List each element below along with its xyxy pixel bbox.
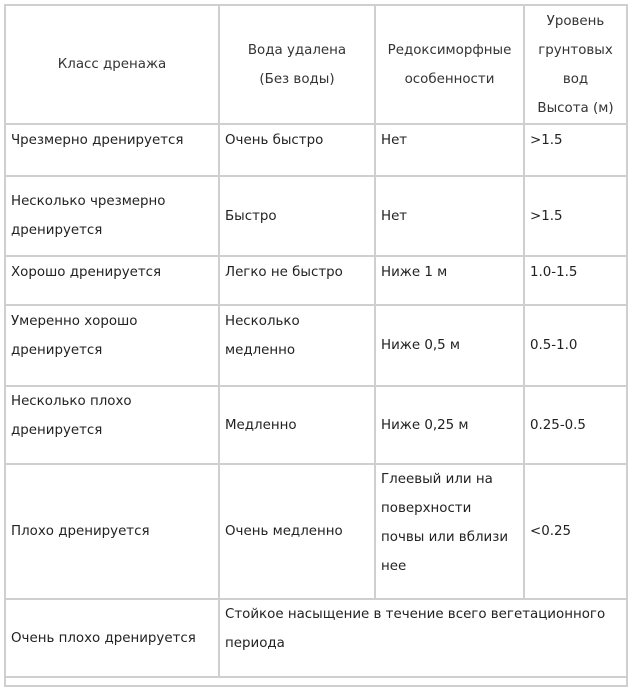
cell-redox: Ниже 0,5 м [375,305,524,386]
cell-drainage-class: Несколько чрезмерно дренируется [5,176,219,256]
header-drainage-class [5,5,219,124]
cell-drainage-class: Чрезмерно дренируется [5,124,219,176]
table-empty-row [5,677,627,686]
cell-water-removed: Легко не быстро [219,256,375,305]
header-water-table-height [524,5,627,124]
header-label: особенности [404,71,495,87]
header-label: (Без воды) [259,71,335,87]
cell-water-table: 1.0-1.5 [524,256,627,305]
cell-redox: Глеевый или на поверхности почвы или вблизи нее [375,464,524,599]
cell-drainage-class: Хорошо дренируется [5,256,219,305]
table-row [5,599,627,677]
table-row [5,305,627,386]
cell-redox: Нет [375,176,524,256]
drainage-class-table [4,4,628,687]
cell-redox: Ниже 0,25 м [375,386,524,464]
cell-drainage-class: Несколько плохо дренируется [5,386,219,464]
cell-merged-note: Стойкое насыщение в течение всего вегетационного периода [219,599,627,677]
cell-water-table: >1.5 [524,124,627,176]
cell-water-table: 0.25-0.5 [524,386,627,464]
header-label: грунтовых [538,42,613,58]
table-row [5,176,627,256]
cell-water-removed: Несколько медленно [219,305,375,386]
cell-drainage-class: Плохо дренируется [5,464,219,599]
header-label: Уровень [546,13,605,29]
cell-redox: Ниже 1 м [375,256,524,305]
header-label: вод [562,71,589,87]
header-label: Класс дренажа [57,57,167,72]
cell-drainage-class: Умеренно хорошо дренируется [5,305,219,386]
cell-redox: Нет [375,124,524,176]
table-header-row [5,5,627,124]
empty-cell [5,677,627,686]
cell-water-removed: Очень медленно [219,464,375,599]
table-row [5,464,627,599]
table-row [5,124,627,176]
header-water-removed [219,5,375,124]
cell-water-table: >1.5 [524,176,627,256]
cell-drainage-class: Очень плохо дренируется [5,599,219,677]
cell-water-table: 0.5-1.0 [524,305,627,386]
header-label: Высота (м) [537,100,614,116]
cell-water-removed: Очень быстро [219,124,375,176]
table-row [5,386,627,464]
cell-water-removed: Медленно [219,386,375,464]
cell-water-table: <0.25 [524,464,627,599]
table-row [5,256,627,305]
header-label: Вода удалена [247,42,347,58]
header-label: Редоксиморфные [387,42,512,58]
cell-water-removed: Быстро [219,176,375,256]
header-redoximorphic-features [375,5,524,124]
